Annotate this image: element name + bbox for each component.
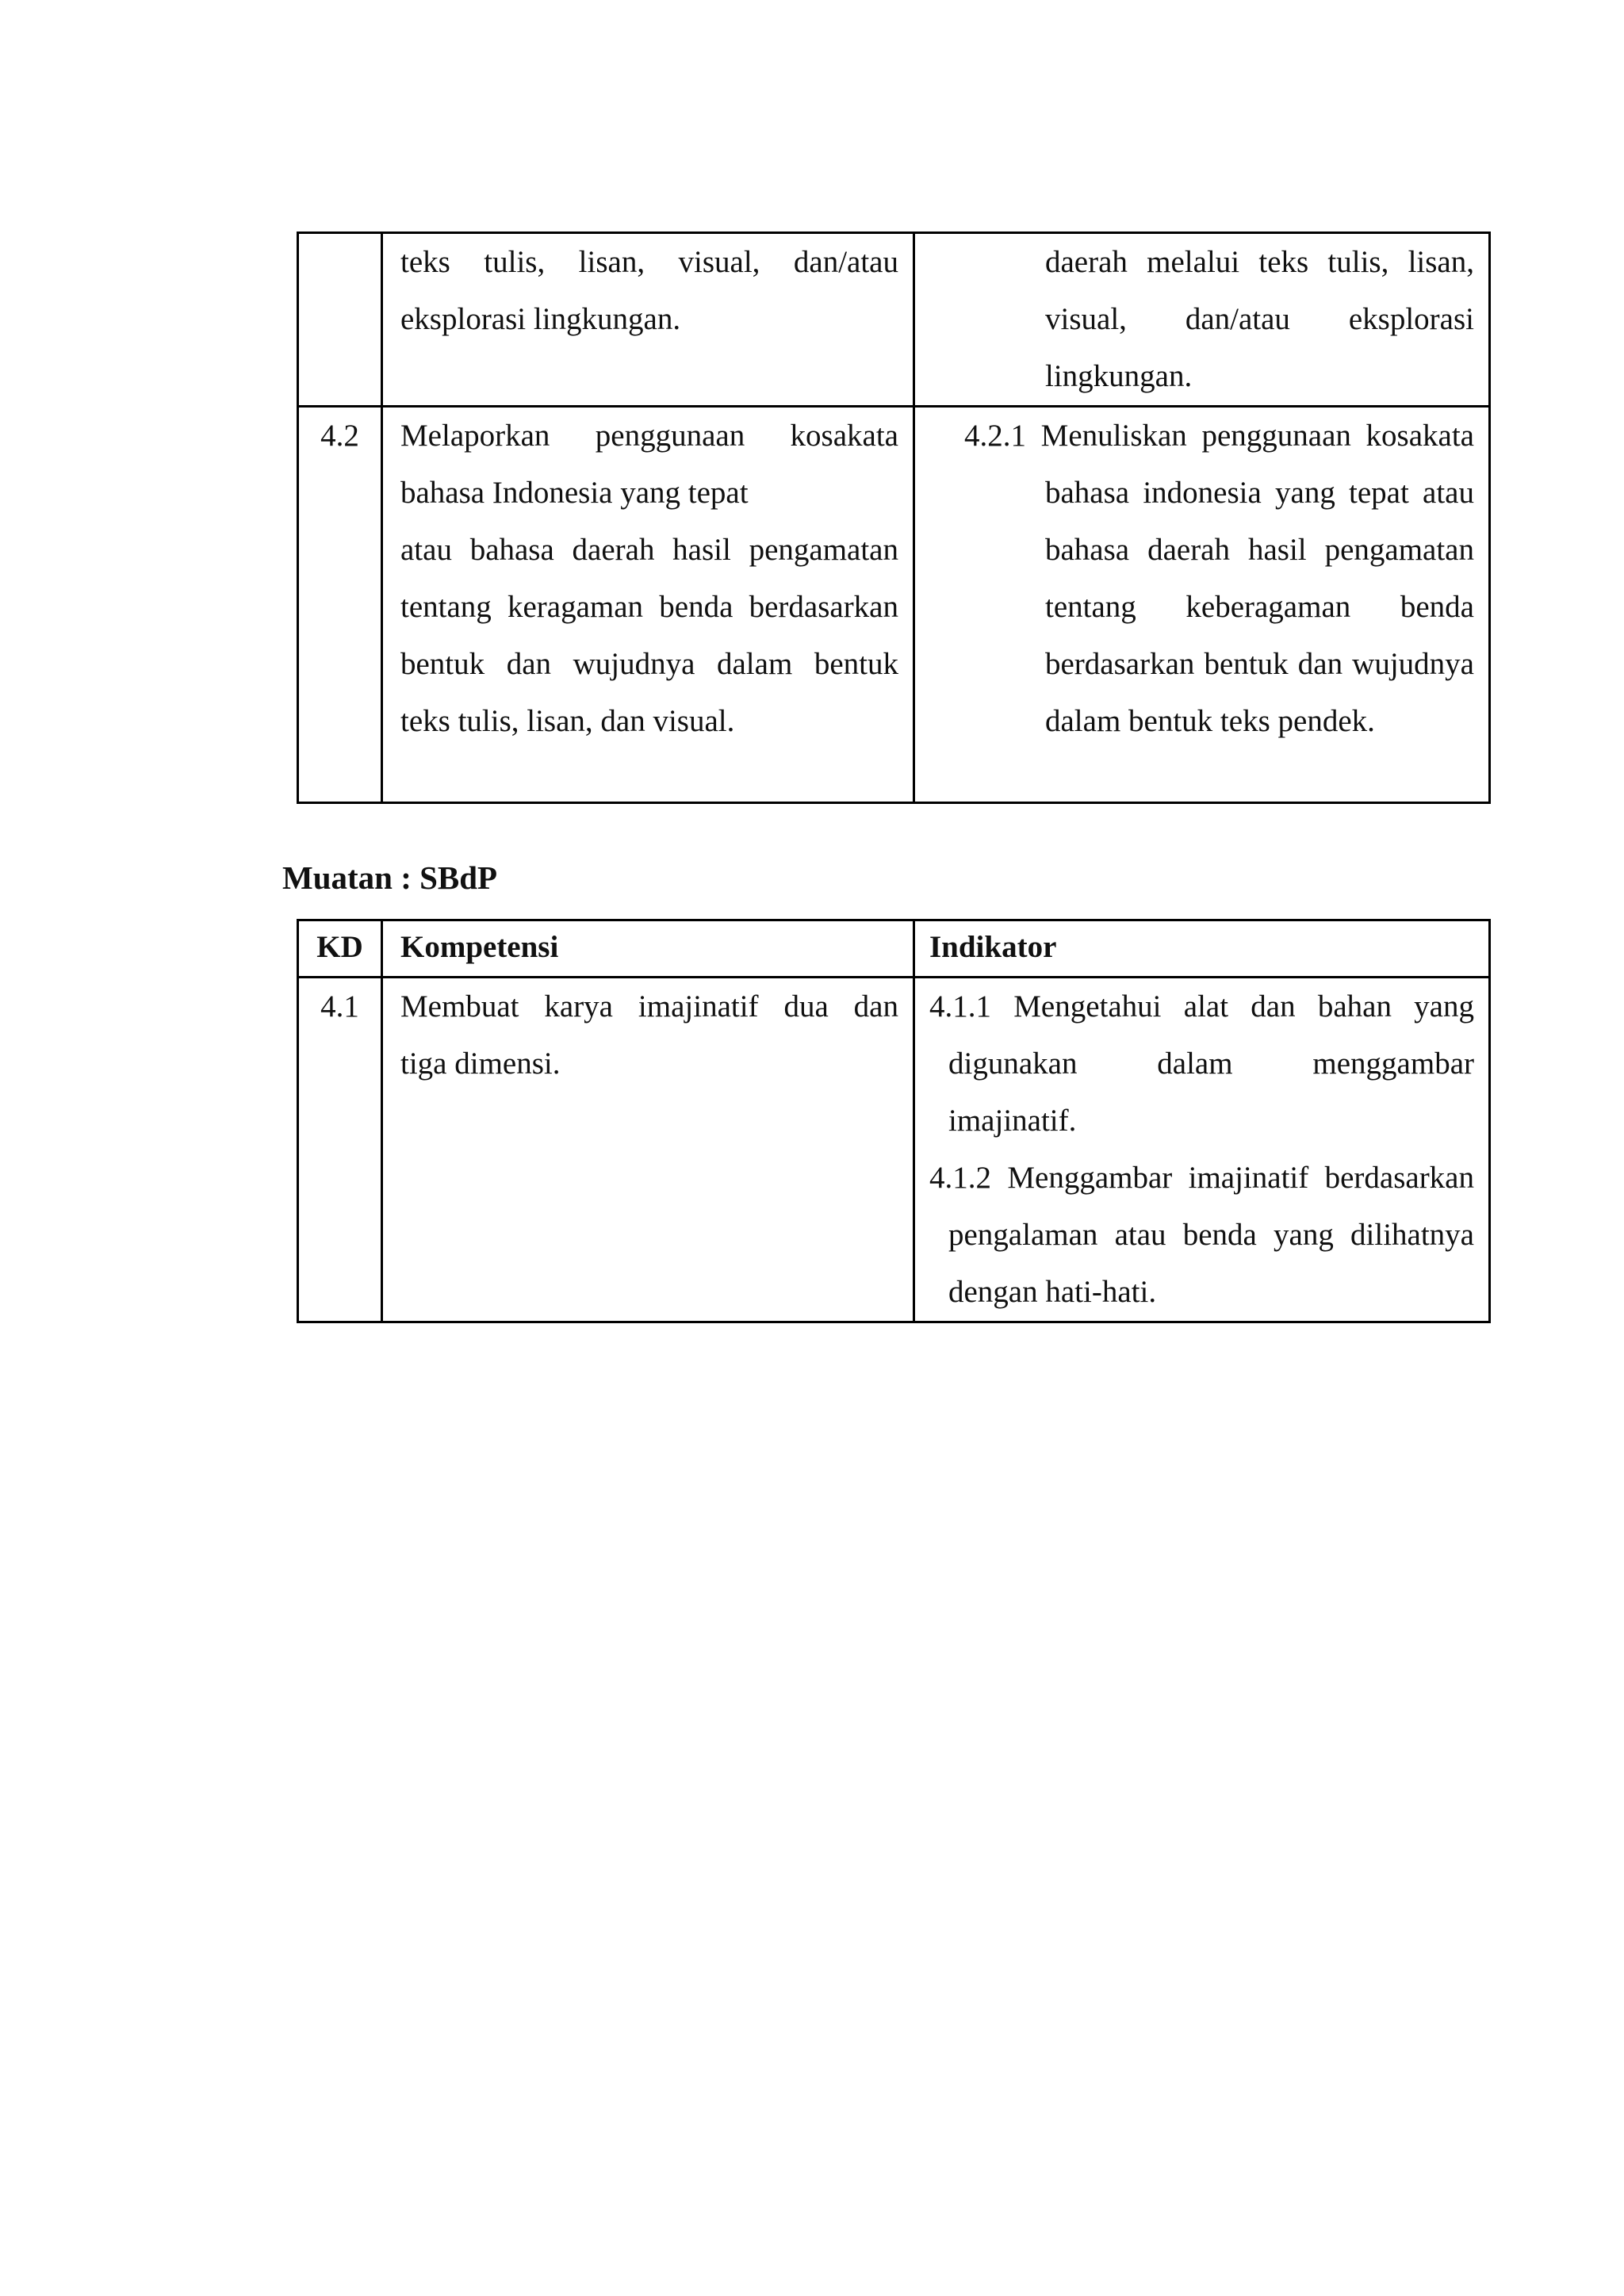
text-line: tentang keragaman benda berdasarkan	[400, 590, 898, 624]
text-line: tiga dimensi.	[400, 1047, 561, 1081]
text-line: lingkungan.	[1045, 359, 1193, 393]
header-kompetensi: Kompetensi	[382, 920, 914, 978]
kompetensi-cell	[382, 233, 914, 407]
kd-cell	[298, 407, 382, 803]
text-line: eksplorasi lingkungan.	[400, 302, 681, 336]
text-line: bahasa daerah hasil pengamatan	[1045, 533, 1474, 567]
text-line: berdasarkan bentuk dan wujudnya	[1045, 647, 1474, 681]
text-line: 4.2.1 Menuliskan penggunaan kosakata	[964, 419, 1474, 453]
kd-cell	[298, 978, 382, 1322]
indikator-cell	[914, 233, 1490, 407]
table-row	[298, 233, 1490, 407]
sbdp-competency-table	[297, 919, 1491, 1323]
kompetensi-cell	[382, 978, 914, 1322]
table-header-row	[298, 920, 1490, 978]
text-line: daerah melalui teks tulis, lisan,	[1045, 245, 1474, 279]
text-line: imajinatif.	[948, 1104, 1077, 1138]
kd-value: 4.2	[320, 419, 359, 453]
kd-cell	[298, 233, 382, 407]
kompetensi-cell	[382, 407, 914, 803]
text-line: 4.1.1 Mengetahui alat dan bahan yang	[929, 989, 1474, 1024]
text-line: Membuat karya imajinatif dua dan	[400, 989, 898, 1024]
text-line: visual, dan/atau eksplorasi	[1045, 302, 1474, 336]
text-line: bahasa indonesia yang tepat atau	[1045, 476, 1474, 510]
table-row	[298, 978, 1490, 1322]
text-line: dalam bentuk teks pendek.	[1045, 704, 1375, 738]
indikator-cell	[914, 407, 1490, 803]
text-line: pengalaman atau benda yang dilihatnya	[948, 1218, 1474, 1252]
text-line: bahasa Indonesia yang tepat	[400, 476, 749, 510]
header-indikator: Indikator	[914, 920, 1490, 978]
text-line: dengan hati-hati.	[948, 1275, 1157, 1309]
text-line: teks tulis, lisan, dan visual.	[400, 704, 735, 738]
text-line: tentang keberagaman benda	[1045, 590, 1474, 624]
kd-value: 4.1	[320, 989, 359, 1024]
text-line: Melaporkan penggunaan kosakata	[400, 419, 898, 453]
text-line: teks tulis, lisan, visual, dan/atau	[400, 245, 898, 279]
text-line: bentuk dan wujudnya dalam bentuk	[400, 647, 898, 681]
competency-table-continued	[297, 232, 1491, 804]
section-title: Muatan : SBdP	[282, 859, 498, 896]
text-line: 4.1.2 Menggambar imajinatif berdasarkan	[929, 1161, 1474, 1195]
header-kd: KD	[298, 920, 382, 978]
table-row	[298, 407, 1490, 803]
text-line: digunakan dalam menggambar	[948, 1047, 1474, 1081]
text-line: atau bahasa daerah hasil pengamatan	[400, 533, 898, 567]
indikator-cell	[914, 978, 1490, 1322]
